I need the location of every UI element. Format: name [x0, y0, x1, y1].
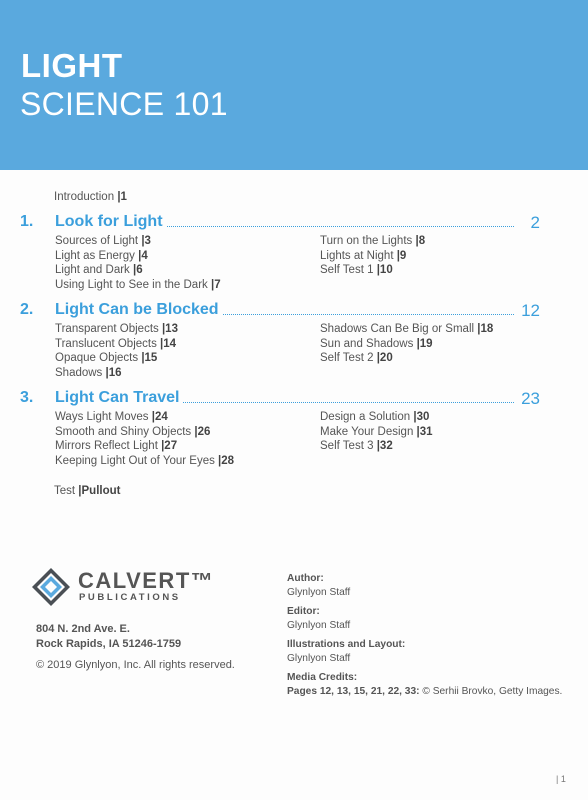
book-subtitle: SCIENCE 101 [20, 86, 228, 122]
intro-label: Introduction [54, 191, 115, 203]
lesson-label: Sources of Light [55, 235, 139, 247]
unit-title: Light Can be Blocked [55, 301, 222, 319]
lesson-label: Opaque Objects [55, 352, 139, 365]
publisher-name: CALVERT™ [78, 568, 215, 593]
lesson-item[interactable] [55, 366, 178, 381]
intro-page: |1 [117, 191, 127, 203]
lesson-page: |18 [477, 323, 494, 335]
lesson-item[interactable] [55, 410, 234, 425]
lesson-item[interactable] [320, 410, 433, 425]
credits-block [287, 572, 577, 704]
copyright: © 2019 Glynlyon, Inc. All rights reserved. [36, 659, 235, 671]
publisher-subtitle: PUBLICATIONS [79, 592, 181, 603]
unit-3-lessons-left [55, 410, 234, 469]
lesson-item[interactable] [320, 263, 425, 278]
unit-title: Light Can Travel [55, 389, 182, 407]
lesson-page: |20 [376, 352, 393, 365]
unit-number: 2. [20, 301, 34, 318]
lesson-page: |26 [194, 425, 211, 438]
lesson-label: Keeping Light Out of Your Eyes [55, 455, 215, 468]
lesson-label: Make Your Design [320, 425, 414, 438]
unit-page: 23 [521, 389, 540, 408]
lesson-item[interactable] [55, 425, 234, 440]
calvert-diamond-icon [31, 567, 71, 607]
media-pages: Pages 12, 13, 15, 21, 22, 33: [287, 685, 420, 697]
lesson-item[interactable] [320, 234, 425, 249]
unit-number: 1. [20, 213, 34, 230]
lesson-page: |16 [105, 367, 122, 380]
lesson-label: Lights at Night [320, 249, 394, 262]
lesson-page: |8 [415, 235, 426, 247]
unit-3-heading[interactable] [20, 389, 540, 409]
lesson-item[interactable] [320, 351, 493, 366]
lesson-item[interactable] [320, 439, 433, 454]
publisher-address [36, 622, 181, 652]
unit-1-lessons-left [55, 234, 221, 293]
page-number: | 1 [556, 774, 566, 784]
lesson-label: Sun and Shadows [320, 337, 414, 350]
lesson-page: |3 [141, 235, 151, 247]
lesson-label: Turn on the Lights [320, 235, 413, 247]
lesson-page: |13 [161, 323, 178, 335]
lesson-page: |30 [413, 411, 430, 423]
lesson-label: Translucent Objects [55, 337, 157, 350]
lesson-label: Light and Dark [55, 264, 130, 277]
lesson-page: |27 [161, 440, 178, 453]
unit-number: 3. [20, 389, 34, 406]
credit-value [287, 685, 577, 699]
lesson-item[interactable] [55, 337, 178, 352]
credit-label: Author: [287, 573, 324, 584]
author-credit [287, 572, 577, 599]
lesson-label: Transparent Objects [55, 323, 159, 335]
media-credit [287, 671, 577, 698]
lesson-page: |14 [160, 337, 177, 350]
lesson-label: Self Test 1 [320, 264, 374, 277]
toc-test[interactable] [54, 485, 120, 497]
credit-label: Illustrations and Layout: [287, 639, 406, 650]
illustrations-credit [287, 638, 577, 665]
lesson-label: Shadows Can Be Big or Small [320, 323, 475, 335]
lesson-page: |15 [141, 352, 158, 365]
title-banner [0, 0, 588, 170]
credit-value: Glynlyon Staff [287, 619, 351, 631]
lesson-page: |10 [376, 264, 393, 277]
lesson-page: |32 [376, 440, 393, 453]
lesson-item[interactable] [55, 234, 221, 249]
unit-1-lessons-right [320, 234, 425, 278]
test-page: |Pullout [78, 485, 121, 497]
lesson-page: |24 [151, 411, 168, 423]
lesson-label: Shadows [55, 367, 103, 380]
lesson-page: |31 [416, 425, 433, 438]
lesson-item[interactable] [320, 249, 425, 264]
lesson-item[interactable] [320, 425, 433, 440]
lesson-label: Light as Energy [55, 249, 135, 262]
address-line: Rock Rapids, IA 51246-1759 [36, 638, 182, 650]
unit-page: 12 [521, 301, 540, 320]
lesson-item[interactable] [55, 263, 221, 278]
lesson-label: Mirrors Reflect Light [55, 440, 158, 453]
lesson-item[interactable] [55, 439, 234, 454]
lesson-page: |4 [138, 249, 148, 262]
lesson-page: |9 [396, 249, 407, 262]
unit-page: 2 [530, 213, 540, 232]
book-title: LIGHT [21, 47, 123, 84]
lesson-item[interactable] [320, 337, 493, 352]
unit-2-lessons-left [55, 322, 178, 381]
lesson-item[interactable] [55, 249, 221, 264]
lesson-label: Ways Light Moves [55, 411, 149, 423]
lesson-item[interactable] [320, 322, 493, 337]
lesson-label: Design a Solution [320, 411, 411, 423]
credit-label: Editor: [287, 606, 320, 617]
credit-value: Glynlyon Staff [287, 586, 351, 598]
lesson-item[interactable] [55, 322, 178, 337]
lesson-item[interactable] [55, 454, 234, 469]
unit-1-heading[interactable] [20, 213, 540, 233]
lesson-page: |19 [416, 337, 433, 350]
unit-3-lessons-right [320, 410, 433, 454]
credit-value: Glynlyon Staff [287, 652, 351, 664]
lesson-page: |28 [218, 455, 235, 468]
toc-introduction[interactable] [54, 191, 127, 203]
lesson-label: Self Test 3 [320, 440, 374, 453]
unit-2-lessons-right [320, 322, 493, 366]
unit-title: Look for Light [55, 213, 166, 231]
lesson-item[interactable] [55, 278, 221, 293]
media-text: © Serhii Brovko, Getty Images. [419, 685, 563, 697]
editor-credit [287, 605, 577, 632]
unit-2-heading[interactable] [20, 301, 540, 321]
lesson-label: Using Light to See in the Dark [55, 279, 208, 292]
lesson-page: |7 [210, 279, 221, 292]
credit-label: Media Credits: [287, 672, 358, 683]
lesson-page: |6 [133, 264, 143, 277]
lesson-label: Smooth and Shiny Objects [55, 425, 192, 438]
lesson-label: Self Test 2 [320, 352, 374, 365]
test-label: Test [54, 485, 76, 497]
lesson-item[interactable] [55, 351, 178, 366]
address-line: 804 N. 2nd Ave. E. [36, 623, 130, 635]
